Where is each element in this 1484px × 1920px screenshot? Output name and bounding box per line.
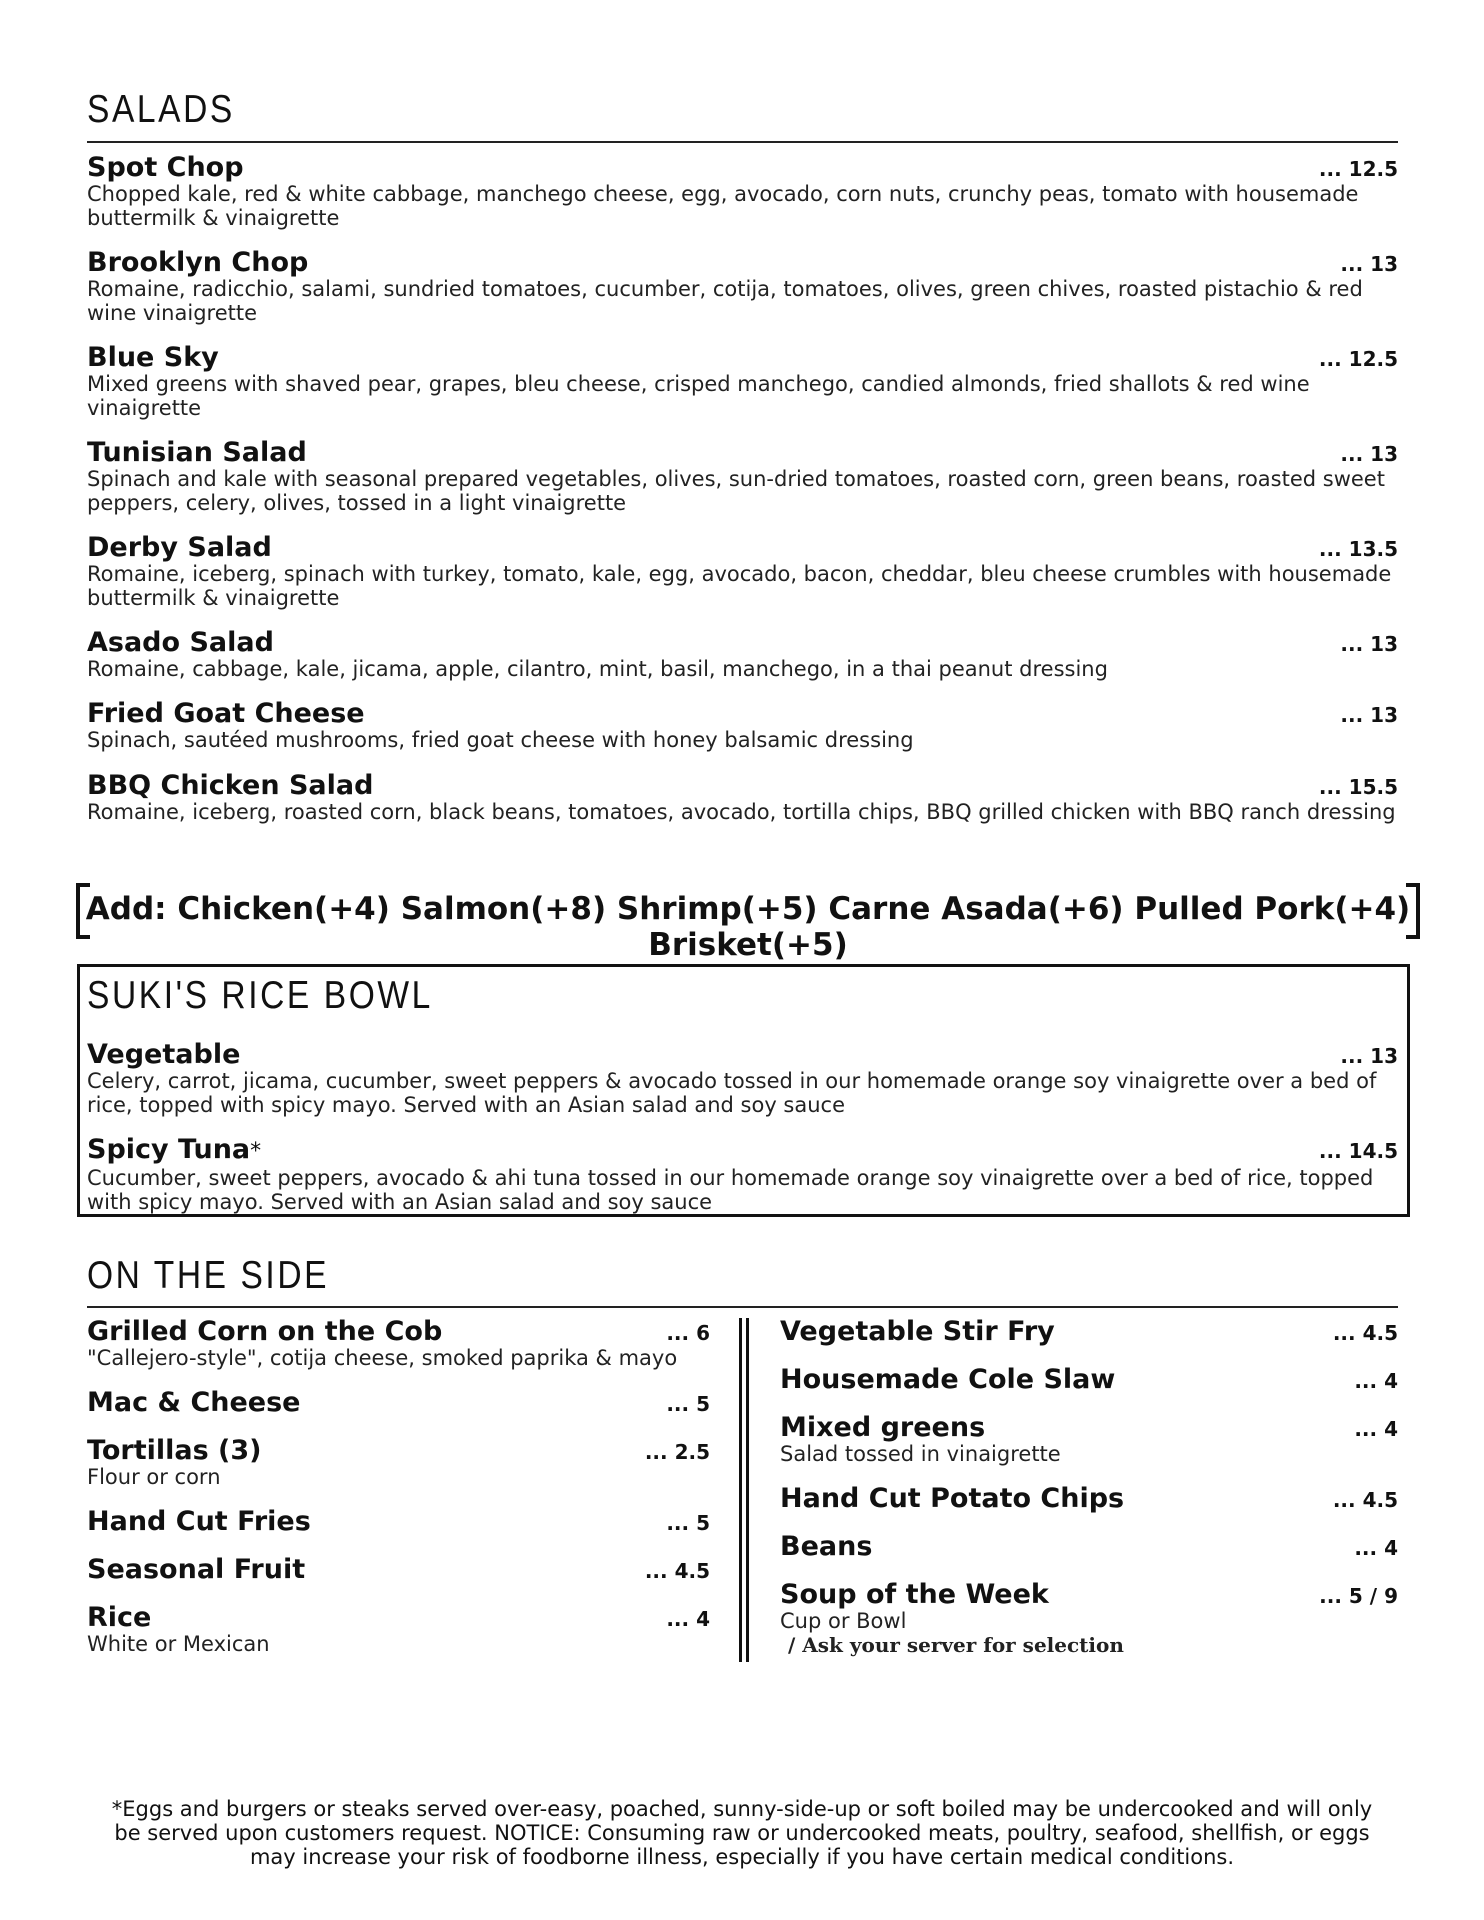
section-title-salads: SALADS [87,88,235,131]
footer-disclaimer: *Eggs and burgers or steaks served over-easy, poached, sunny-side-up or soft boiled may be undercooked and will only be served upon customers request. NOTICE: Consuming raw or undercooked meats, poultry, seafood, shellfish, or eggs may increase your risk of foodborne illness, especially if you have certain medical conditions. [111,1797,1373,1869]
item-name: Spot Chop [87,152,244,183]
menu-item [87,533,1398,610]
menu-item [87,699,1398,752]
item-price: ... 12.5 [1318,347,1398,371]
item-description: Romaine, iceberg, roasted corn, black beans, tomatoes, avocado, tortilla chips, BBQ grilled chicken with BBQ ranch dressing [87,800,1396,824]
item-name: Mac & Cheese [87,1387,301,1418]
item-price: ... 5 [666,1392,710,1416]
item-price: ... 13 [1340,442,1398,466]
side-item [87,1388,710,1417]
item-description: Flour or corn [87,1465,221,1489]
menu-item [87,771,1398,824]
item-price: ... 13 [1340,252,1398,276]
item-name: Tunisian Salad [87,437,307,468]
menu-item [87,153,1398,230]
item-description: Romaine, iceberg, spinach with turkey, tomato, kale, egg, avocado, bacon, cheddar, bleu cheese crumbles with housemade buttermilk & vinaigrette [87,562,1392,610]
item-name: BBQ Chicken Salad [87,770,374,801]
item-name-row [87,1135,1398,1166]
menu-item [87,628,1398,681]
item-price: ... 13 [1340,1044,1398,1068]
menu-item [87,248,1398,325]
section-rule [87,1306,1398,1308]
addons-text: Add: Chicken(+4) Salmon(+8) Shrimp(+5) Carne Asada(+6) Pulled Pork(+4) Brisket(+5) [85,891,1411,963]
item-price: ... 5 [666,1511,710,1535]
side-item [780,1413,1398,1466]
item-name: Beans [780,1531,873,1562]
item-name: Asado Salad [87,627,274,658]
item-name: Vegetable Stir Fry [780,1316,1055,1347]
menu-item [87,1040,1398,1117]
menu-item [87,1135,1398,1214]
section-title-rice-bowl: SUKI'S RICE BOWL [87,974,433,1017]
item-name: Vegetable [87,1039,241,1070]
item-name: Housemade Cole Slaw [780,1364,1116,1395]
item-name: Hand Cut Fries [87,1506,311,1537]
item-name: Hand Cut Potato Chips [780,1483,1125,1514]
item-price: ... 4 [1354,1369,1398,1393]
item-description: Cucumber, sweet peppers, avocado & ahi tuna tossed in our homemade orange soy vinaigrette over a bed of rice, topped with spicy mayo. Served with an Asian salad and soy sauce [87,1166,1374,1214]
item-description: Spinach, sautéed mushrooms, fried goat cheese with honey balsamic dressing [87,728,914,752]
item-description: "Callejero-style", cotija cheese, smoked paprika & mayo [87,1346,678,1370]
item-name: Spicy Tuna [87,1134,251,1165]
item-description: Salad tossed in vinaigrette [780,1442,1061,1466]
item-price: ... 4 [666,1607,710,1631]
item-name: Derby Salad [87,532,272,563]
side-item [87,1436,710,1489]
item-note: / Ask your server for selection [788,1633,1124,1657]
item-description: Mixed greens with shaved pear, grapes, bleu cheese, crisped manchego, candied almonds, fried shallots & red wine vinaigrette [87,372,1310,420]
item-name: Soup of the Week [780,1579,1049,1610]
item-description: Cup or Bowl [780,1609,907,1633]
item-price: ... 13 [1340,632,1398,656]
column-divider [739,1318,749,1662]
item-description: Celery, carrot, jicama, cucumber, sweet peppers & avocado tossed in our homemade orange soy vinaigrette over a bed of rice, topped with spicy mayo. Served with an Asian salad and soy sauce [87,1069,1377,1117]
side-item [780,1580,1398,1657]
side-item [87,1603,710,1656]
item-name: Rice [87,1602,152,1633]
item-price: ... 4.5 [1332,1321,1398,1345]
item-price: ... 4 [1354,1536,1398,1560]
menu-item [87,438,1398,515]
side-item [87,1317,710,1370]
menu-item [87,343,1398,420]
item-price: ... 4 [1354,1417,1398,1441]
item-description: White or Mexican [87,1632,270,1656]
side-item [780,1317,1398,1346]
item-price: ... 13.5 [1318,537,1398,561]
item-price: ... 4.5 [1332,1488,1398,1512]
item-name: Mixed greens [780,1412,986,1443]
item-price: ... 12.5 [1318,157,1398,181]
item-description: Chopped kale, red & white cabbage, manchego cheese, egg, avocado, corn nuts, crunchy peas, tomato with housemade buttermilk & vinaigrette [87,182,1359,230]
side-item [780,1484,1398,1513]
side-item [780,1365,1398,1394]
side-item [87,1507,710,1536]
item-description: Romaine, cabbage, kale, jicama, apple, cilantro, mint, basil, manchego, in a thai peanut dressing [87,657,1108,681]
item-price: ... 4.5 [644,1559,710,1583]
item-description: Spinach and kale with seasonal prepared vegetables, olives, sun-dried tomatoes, roasted corn, green beans, roasted sweet peppers, celery, olives, tossed in a light vinaigrette [87,467,1385,515]
item-price: ... 2.5 [644,1440,710,1464]
item-price: ... 15.5 [1318,775,1398,799]
item-name: Fried Goat Cheese [87,698,365,729]
item-name: Blue Sky [87,342,219,373]
section-title-sides: ON THE SIDE [87,1254,330,1297]
section-rule [87,141,1398,143]
item-name: Brooklyn Chop [87,247,309,278]
side-item [87,1555,710,1584]
item-description: Romaine, radicchio, salami, sundried tomatoes, cucumber, cotija, tomatoes, olives, green chives, roasted pistachio & red wine vinaigrette [87,277,1363,325]
item-mark: * [250,1139,262,1164]
item-price: ... 5 / 9 [1319,1584,1398,1608]
item-price: ... 6 [666,1321,710,1345]
item-name: Tortillas (3) [87,1435,262,1466]
item-price: ... 13 [1340,703,1398,727]
side-item [780,1532,1398,1561]
addons-banner [76,885,1420,963]
item-name: Seasonal Fruit [87,1554,306,1585]
item-price: ... 14.5 [1318,1139,1398,1163]
item-name: Grilled Corn on the Cob [87,1316,443,1347]
